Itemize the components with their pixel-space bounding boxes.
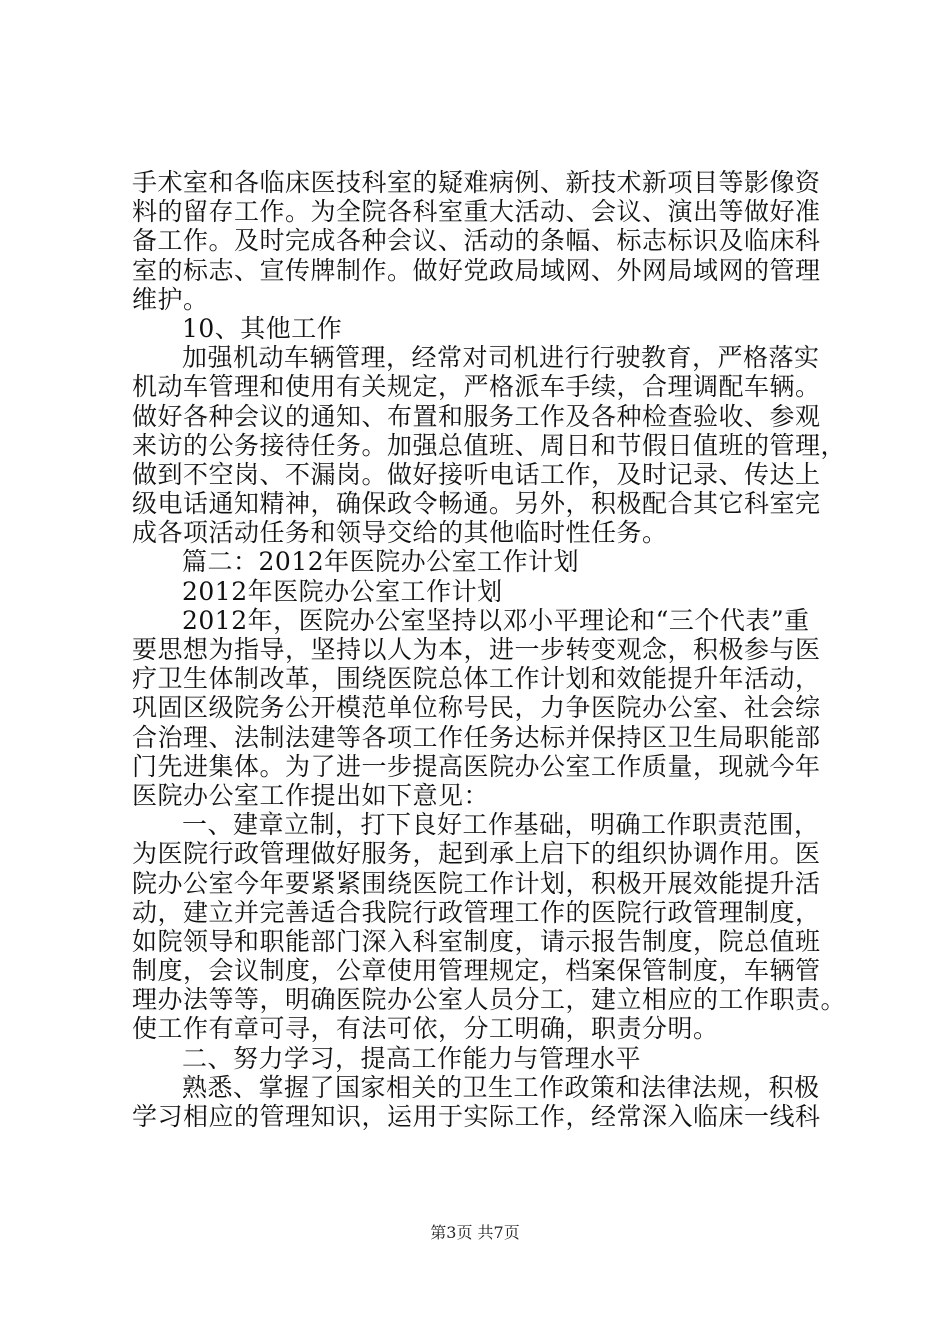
text-line: 制度，会议制度，公章使用管理规定，档案保管制度，车辆管 [132,956,821,986]
text-line: 级电话通知精神，确保政令畅通。另外，积极配合其它科室完 [132,489,821,519]
text-line: 动，建立并完善适合我院行政管理工作的医院行政管理制度， [132,897,821,927]
text-line: 手术室和各临床医技科室的疑难病例、新技术新项目等影像资 [132,168,821,197]
text-line: 成各项活动任务和领导交给的其他临时性任务。 [132,518,668,548]
document-body [132,168,847,1131]
text-line: 10、其他工作 [182,313,343,343]
text-line: 门先进集体。为了进一步提高医院办公室工作质量，现就今年 [132,751,821,781]
text-line: 做到不空岗、不漏岗。做好接听电话工作，及时记录、传达上 [132,459,821,489]
text-line: 备工作。及时完成各种会议、活动的条幅、标志标识及临床科 [132,226,821,256]
text-line: 来访的公务接待任务。加强总值班、周日和节假日值班的管理， [132,430,847,460]
text-line: 维护。 [132,284,209,314]
text-line: 一、建章立制，打下良好工作基础，明确工作职责范围， [182,810,820,840]
text-line: 要思想为指导，坚持以人为本，进一步转变观念，积极参与医 [132,635,821,664]
text-line: 医院办公室工作提出如下意见： [132,780,490,810]
text-line: 巩固区级院务公开模范单位称号民，力争医院办公室、社会综 [132,693,821,723]
text-line: 合治理、法制法建等各项工作任务达标并保持区卫生局职能部 [132,722,821,752]
text-line: 二、努力学习，提高工作能力与管理水平 [182,1043,642,1073]
text-line: 机动车管理和使用有关规定，严格派车手续，合理调配车辆。 [132,372,821,402]
text-line: 疗卫生体制改革，围绕医院总体工作计划和效能提升年活动， [132,664,821,694]
text-line: 学习相应的管理知识，运用于实际工作，经常深入临床一线科 [132,1102,821,1131]
text-line: 2012年，医院办公室坚持以邓小平理论和“三个代表”重 [182,605,810,635]
text-line: 加强机动车辆管理，经常对司机进行行驶教育，严格落实 [182,343,820,373]
page-footer: 第3页 共7页 [430,1223,520,1242]
text-line: 为医院行政管理做好服务，起到承上启下的组织协调作用。医 [132,839,821,869]
text-line: 篇二：2012年医院办公室工作计划 [182,547,580,577]
text-line: 使工作有章可寻，有法可依，分工明确，职责分明。 [132,1014,719,1044]
text-line: 院办公室今年要紧紧围绕医院工作计划，积极开展效能提升活 [132,868,821,898]
text-line: 熟悉、掌握了国家相关的卫生工作政策和法律法规，积极 [182,1072,820,1102]
text-line: 室的标志、宣传牌制作。做好党政局域网、外网局域网的管理 [132,255,821,285]
text-line: 2012年医院办公室工作计划 [182,576,503,606]
text-line: 做好各种会议的通知、布置和服务工作及各种检查验收、参观 [132,401,821,431]
text-line: 理办法等等，明确医院办公室人员分工，建立相应的工作职责。 [132,985,847,1015]
text-line: 料的留存工作。为全院各科室重大活动、会议、演出等做好准 [132,197,821,227]
text-line: 如院领导和职能部门深入科室制度，请示报告制度，院总值班 [132,926,821,956]
